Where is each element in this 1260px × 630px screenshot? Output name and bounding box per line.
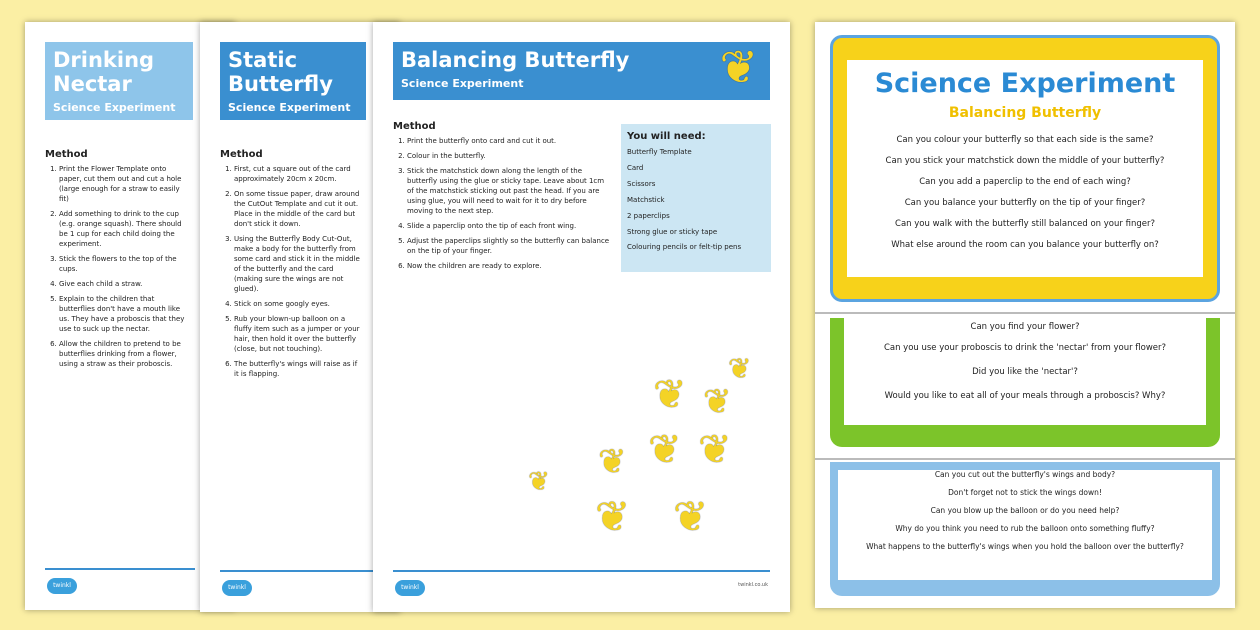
need-item: Card	[627, 164, 644, 172]
method-step: 4. Give each child a straw.	[59, 279, 191, 289]
need-item: Strong glue or sticky tape	[627, 228, 718, 236]
footer-line	[45, 568, 195, 570]
method-step: 5. Explain to the children that butterflies don't have a mouth like us. They have a proboscis that they use to suck up the nectar.	[59, 294, 191, 334]
card-question: Why do you think you need to rub the balloon onto something fluffy?	[895, 524, 1155, 533]
twinkl-logo: twinkl	[222, 580, 252, 596]
card-question: Can you blow up the balloon or do you need help?	[930, 506, 1120, 515]
card-question: Can you cut out the butterfly's wings and body?	[934, 470, 1116, 479]
method-step: 3. Stick the flowers to the top of the cups.	[59, 254, 191, 274]
card-question: Can you stick your matchstick down the middle of your butterfly?	[885, 156, 1165, 166]
method-step: 3. Using the Butterfly Body Cut-Out, make a body for the butterfly from some card and stick it in the middle of the butterfly and the card (making sure the wings are not glued).	[234, 234, 364, 294]
method-step: 2. On some tissue paper, draw around the CutOut Template and cut it out. Place in the middle of the card but don't stick it down.	[234, 189, 364, 229]
card-question: Can you colour your butterfly so that each side is the same?	[896, 135, 1154, 145]
method-step: 1. First, cut a square out of the card approximately 20cm x 20cm.	[234, 164, 364, 184]
method-step: 6. Now the children are ready to explore.	[407, 261, 613, 271]
method-heading: Method	[220, 149, 263, 160]
card-question: Can you walk with the butterfly still balanced on your finger?	[895, 219, 1155, 229]
butterfly-icon: ❦	[719, 40, 758, 94]
need-item: Butterfly Template	[627, 148, 692, 156]
card-divider	[815, 312, 1235, 314]
butterfly-icon: ❦	[598, 442, 627, 482]
page-subtitle: Science Experiment	[401, 77, 524, 90]
page-title: Drinking Nectar	[53, 48, 155, 96]
page-header	[220, 42, 366, 120]
page-subtitle: Science Experiment	[228, 101, 351, 114]
butterfly-icon: ❦	[698, 427, 732, 473]
butterfly-icon: ❦	[595, 492, 631, 541]
method-section	[45, 150, 191, 374]
method-step: 1. Print the butterfly onto card and cut it out.	[407, 136, 613, 146]
card-question: Did you like the 'nectar'?	[972, 367, 1078, 377]
footer-url: twinkl.co.uk	[738, 582, 768, 588]
card-subtitle: Balancing Butterfly	[948, 105, 1102, 121]
method-section	[393, 122, 613, 276]
method-step: 3. Stick the matchstick down along the length of the butterfly using the glue or sticky tape. Leave about 1cm of the matchstick sticking out past the head. If you are using glue, you will need to wait for it to dry before moving to the next step.	[407, 166, 613, 216]
butterfly-icon: ❦	[728, 352, 752, 385]
need-item: Colouring pencils or felt-tip pens	[627, 243, 742, 251]
twinkl-logo: twinkl	[395, 580, 425, 596]
card-title: Science Experiment	[874, 68, 1176, 99]
butterfly-icon: ❦	[528, 467, 550, 497]
card-divider	[815, 458, 1235, 460]
card-question: Can you balance your butterfly on the tip of your finger?	[904, 198, 1146, 208]
resource-page-balancing-butterfly	[373, 22, 790, 612]
card-content	[847, 60, 1203, 277]
need-item: 2 paperclips	[627, 212, 670, 220]
card-content	[838, 470, 1212, 580]
method-step: 6. The butterfly's wings will raise as if it is flapping.	[234, 359, 364, 379]
method-step: 5. Adjust the paperclips slightly so the butterfly can balance on the tip of your finger.	[407, 236, 613, 256]
need-item: Matchstick	[627, 196, 665, 204]
method-step: 5. Rub your blown-up balloon on a fluffy item such as a jumper or your hair, then hold it over the butterfly (close, but not touching).	[234, 314, 364, 354]
card-question: What happens to the butterfly's wings when you hold the balloon over the butterfly?	[866, 542, 1184, 551]
twinkl-logo: twinkl	[47, 578, 77, 594]
method-heading: Method	[393, 121, 436, 132]
butterfly-icon: ❦	[648, 427, 682, 473]
card-question: Would you like to eat all of your meals through a proboscis? Why?	[884, 391, 1166, 401]
question-cards	[815, 22, 1235, 608]
card-question: Can you add a paperclip to the end of each wing?	[919, 177, 1131, 187]
page-title: Balancing Butterfly	[401, 48, 630, 72]
footer-line	[393, 570, 770, 572]
card-question: Can you use your proboscis to drink the 'nectar' from your flower?	[883, 343, 1167, 353]
footer-line	[220, 570, 380, 572]
need-item: Scissors	[627, 180, 656, 188]
butterfly-icon: ❦	[673, 492, 709, 541]
method-section	[220, 150, 364, 384]
need-heading: You will need:	[627, 131, 706, 142]
method-step: 4. Slide a paperclip onto the tip of each front wing.	[407, 221, 613, 231]
butterfly-icon: ❦	[653, 372, 687, 418]
question-card-static	[830, 462, 1220, 596]
resource-page-static-butterfly	[200, 22, 400, 612]
method-heading: Method	[45, 149, 88, 160]
page-subtitle: Science Experiment	[53, 101, 176, 114]
method-step: 1. Print the Flower Template onto paper, cut them out and cut a hole (large enough for a straw to easily fit)	[59, 164, 191, 204]
page-header	[45, 42, 193, 120]
method-step: 4. Stick on some googly eyes.	[234, 299, 364, 309]
card-question: Don't forget not to stick the wings down!	[948, 488, 1102, 497]
page-header	[393, 42, 770, 100]
page-title: Static Butterfly	[228, 48, 333, 96]
card-content	[844, 318, 1206, 425]
card-question: What else around the room can you balance your butterfly on?	[891, 240, 1159, 250]
question-card-balancing	[830, 35, 1220, 302]
card-question: Can you find your flower?	[970, 322, 1080, 332]
butterfly-icon: ❦	[703, 382, 732, 422]
you-will-need-box	[621, 124, 771, 272]
question-card-nectar	[830, 318, 1220, 447]
method-step: 2. Colour in the butterfly.	[407, 151, 613, 161]
method-step: 2. Add something to drink to the cup (e.g. orange squash). There should be 1 cup for each child doing the experiment.	[59, 209, 191, 249]
method-step: 6. Allow the children to pretend to be butterflies drinking from a flower, using a straw as their proboscis.	[59, 339, 191, 369]
